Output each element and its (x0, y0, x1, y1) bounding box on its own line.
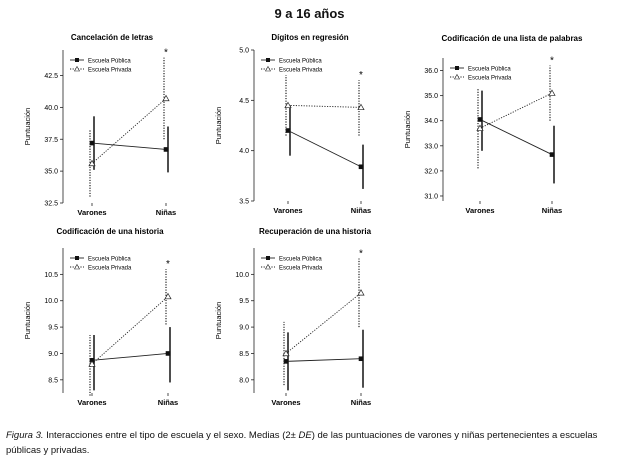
y-tick-label: 8.0 (239, 377, 249, 385)
y-axis-label: Puntuación (214, 106, 223, 145)
y-tick-label: 3.5 (239, 198, 249, 206)
y-tick-label: 9.5 (48, 324, 58, 332)
figure-caption (6, 428, 611, 458)
point-marker-publica (550, 152, 555, 157)
point-marker-privada (163, 95, 169, 100)
x-tick-label: Varones (77, 208, 107, 217)
point-marker-privada (549, 90, 555, 95)
series-line-publica (480, 119, 552, 154)
chart-title: Dígitos en regresión (271, 33, 349, 42)
legend-marker-publica (266, 256, 270, 260)
series-line-privada (286, 293, 361, 354)
y-tick-label: 35.0 (44, 168, 58, 176)
y-tick-label: 32.5 (44, 200, 58, 208)
x-tick-label: Niñas (155, 208, 177, 217)
y-tick-label: 42.5 (44, 73, 58, 80)
point-marker-privada (285, 102, 291, 107)
point-marker-publica (359, 356, 364, 361)
y-tick-label: 9.0 (239, 324, 249, 332)
point-marker-publica (166, 351, 171, 356)
y-tick-label: 4.5 (239, 97, 249, 105)
x-tick-label: Niñas (350, 206, 372, 215)
y-tick-label: 9.5 (239, 298, 249, 306)
y-tick-label: 10.0 (44, 298, 58, 306)
series-line-publica (92, 143, 166, 149)
x-tick-label: Varones (271, 398, 301, 407)
x-tick-label: Niñas (157, 398, 179, 407)
chart-panel-1 (23, 33, 176, 217)
y-tick-label: 37.5 (44, 136, 58, 144)
y-tick-label: 4.0 (239, 148, 249, 156)
significance-star: * (550, 55, 554, 67)
x-tick-label: Niñas (350, 398, 372, 407)
y-tick-label: 32.0 (424, 168, 438, 176)
legend-label-publica: Escuela Pública (468, 66, 511, 73)
chart-title: Codificación de una historia (56, 227, 164, 236)
y-axis-label: Puntuación (23, 301, 32, 340)
y-tick-label: 34.0 (424, 118, 438, 126)
series-line-publica (92, 353, 168, 360)
figure-label: Figura 3. (6, 430, 44, 441)
series-line-privada (288, 105, 361, 107)
legend-label-publica: Escuela Pública (279, 256, 322, 263)
series-line-publica (286, 359, 361, 362)
y-tick-label: 40.0 (44, 104, 58, 112)
y-tick-label: 36.0 (424, 68, 438, 76)
chart-panel-3 (403, 34, 583, 215)
y-tick-label: 10.0 (235, 271, 249, 279)
point-marker-privada (165, 294, 171, 299)
y-tick-label: 33.0 (424, 143, 438, 151)
y-axis-label: Puntuación (23, 107, 32, 146)
series-line-privada (92, 297, 168, 364)
significance-star: * (359, 70, 363, 82)
legend-label-publica: Escuela Pública (279, 58, 322, 65)
point-marker-publica (359, 164, 364, 169)
y-tick-label: 31.0 (424, 193, 438, 201)
significance-star: * (166, 259, 170, 271)
series-line-privada (92, 98, 166, 163)
series-line-publica (288, 131, 361, 167)
legend-label-privada: Escuela Privada (468, 75, 512, 82)
legend-label-privada: Escuela Privada (279, 265, 323, 272)
chart-title: Cancelación de letras (70, 33, 154, 42)
y-axis-label: Puntuación (214, 301, 223, 340)
y-tick-label: 8.5 (48, 377, 58, 385)
series-line-privada (480, 93, 552, 128)
caption-de-label: DE (298, 430, 312, 441)
point-marker-publica (164, 147, 169, 152)
x-tick-label: Varones (77, 398, 107, 407)
chart-panel-2 (214, 33, 371, 215)
page-title: 9 a 16 años (274, 6, 345, 21)
y-tick-label: 8.5 (239, 350, 249, 358)
legend-label-publica: Escuela Pública (88, 256, 131, 263)
legend-label-privada: Escuela Privada (279, 67, 323, 74)
legend-label-privada: Escuela Privada (88, 67, 132, 74)
chart-panel-5 (214, 227, 372, 407)
chart-panel-4 (23, 227, 178, 407)
y-tick-label: 9.0 (48, 350, 58, 358)
legend-label-publica: Escuela Pública (88, 58, 131, 65)
caption-text-2: ) de las puntuaciones de varones y niñas pertenecientes a escuelas públicas y privadas. (6, 430, 598, 456)
y-axis-label: Puntuación (403, 110, 412, 149)
significance-star: * (164, 47, 168, 59)
chart-title: Codificación de una lista de palabras (441, 34, 583, 43)
caption-text-1: Interacciones entre el tipo de escuela y el sexo. Medias (2± (43, 430, 299, 441)
significance-star: * (359, 248, 363, 260)
y-tick-label: 5.0 (239, 47, 249, 55)
legend-marker-publica (455, 66, 459, 70)
x-tick-label: Varones (273, 206, 303, 215)
y-tick-label: 10.5 (44, 271, 58, 279)
chart-title: Recuperación de una historia (258, 227, 372, 236)
legend-marker-publica (75, 58, 79, 62)
legend-label-privada: Escuela Privada (88, 265, 132, 272)
y-tick-label: 35.0 (424, 93, 438, 101)
legend-marker-publica (266, 58, 270, 62)
x-tick-label: Varones (465, 206, 495, 215)
x-tick-label: Niñas (541, 206, 563, 215)
legend-marker-publica (75, 256, 79, 260)
